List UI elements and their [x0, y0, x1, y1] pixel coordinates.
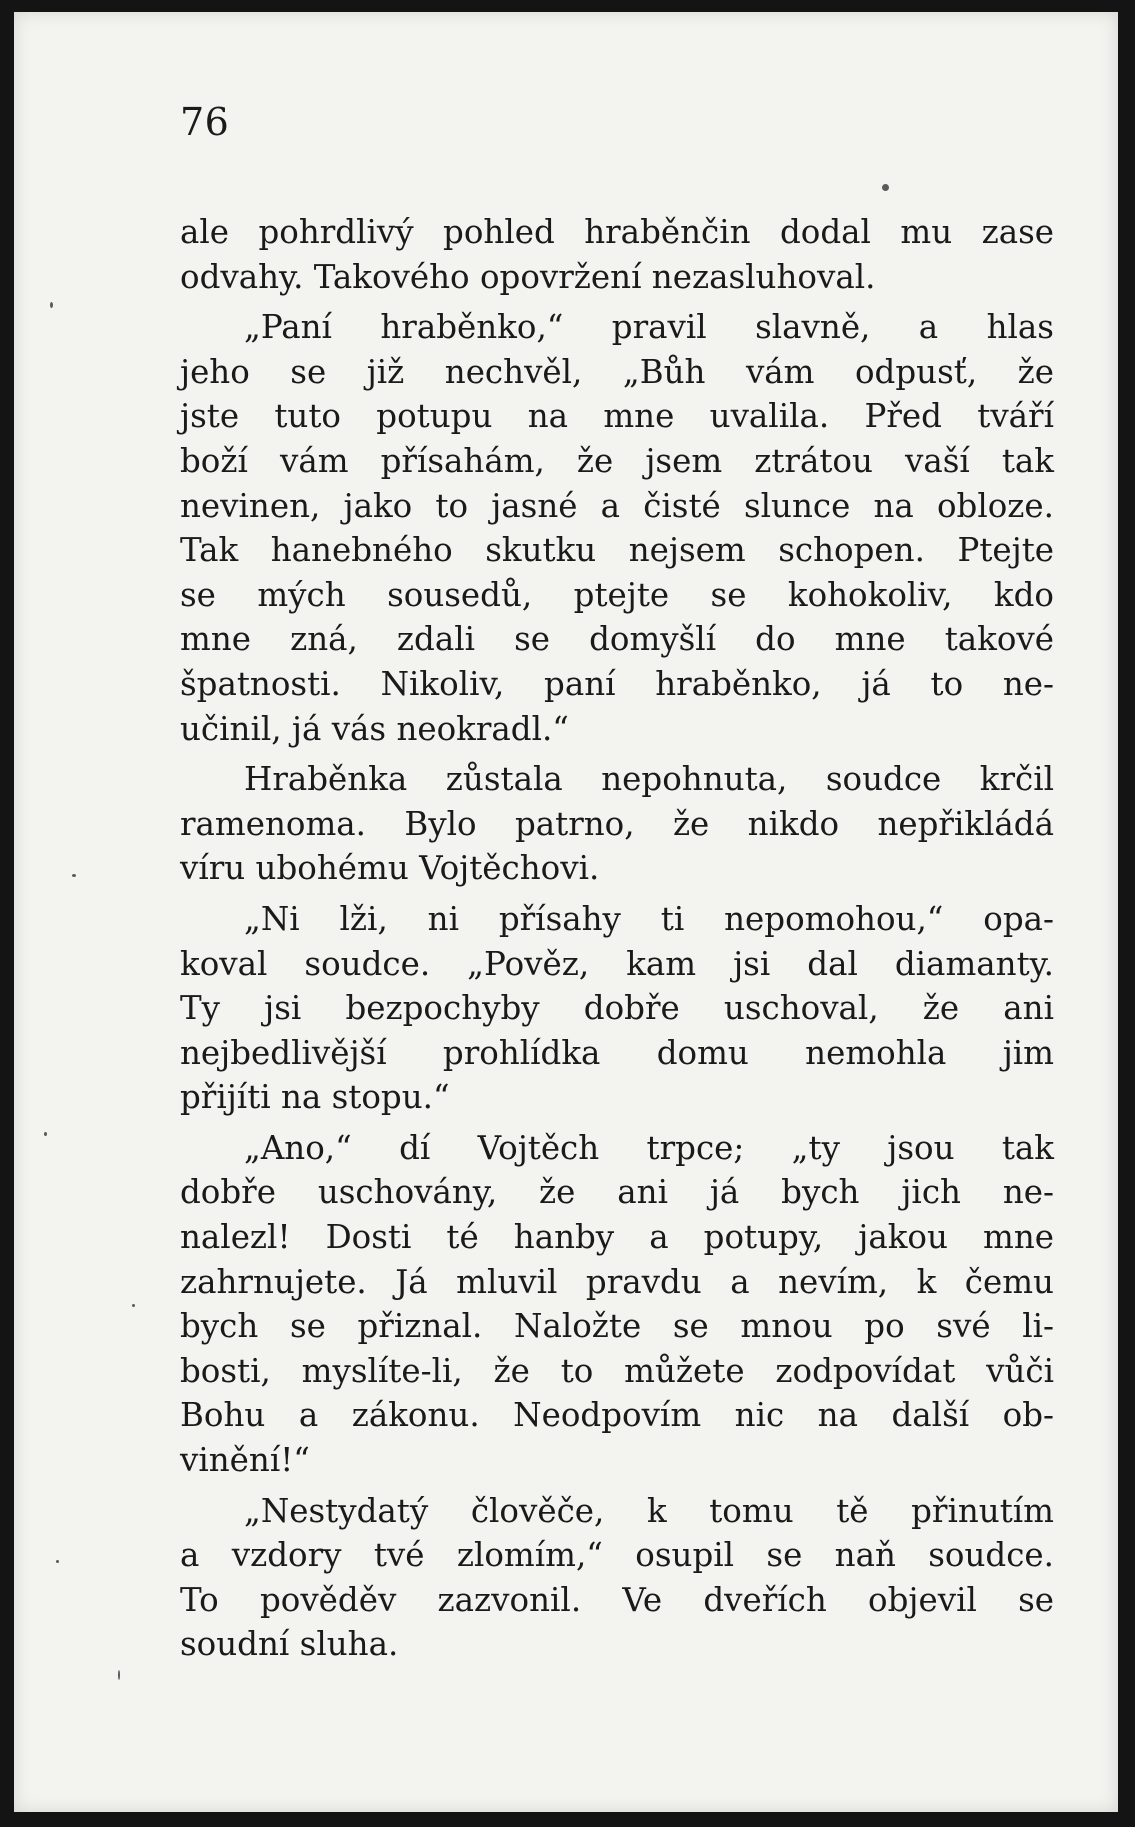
text-line: ale pohrdlivý pohled hraběnčin dodal mu zase: [180, 213, 1054, 251]
book-page: [14, 12, 1118, 1812]
text-line: To pověděv zazvonil. Ve dveřích objevil se: [180, 1580, 1054, 1619]
text-line: jeho se již nechvěl, „Bůh vám odpusť, že: [180, 352, 1054, 391]
scan-speck: [50, 302, 53, 308]
text-line: přijíti na stopu.“: [180, 1078, 450, 1117]
text-line: a vzdory tvé zlomím,“ osupil se naň soudce.: [180, 1536, 1054, 1575]
paragraph-1: [180, 210, 1054, 299]
page-text: [180, 210, 1054, 1667]
text-line: koval soudce. „Pověz, kam jsi dal diamanty.: [180, 944, 1054, 983]
paragraph-6: [180, 1489, 1054, 1667]
page-number: 76: [180, 100, 230, 144]
paragraph-2: [180, 305, 1054, 751]
text-line: bosti, myslíte-li, že to můžete zodpovídat vůči: [180, 1351, 1054, 1390]
scan-speck: [118, 1670, 120, 1680]
text-line: „Paní hraběnko,“ pravil slavně, a hlas: [244, 308, 1054, 347]
text-line: vinění!“: [180, 1441, 310, 1480]
scan-speck: [44, 1132, 47, 1136]
text-line: nejbedlivější prohlídka domu nemohla jim: [180, 1033, 1054, 1072]
text-line: jste tuto potupu na mne uvalila. Před tváří: [180, 397, 1054, 436]
text-line: odvahy. Takového opovržení nezasluhoval.: [180, 257, 876, 296]
text-line: soudní sluha.: [180, 1625, 399, 1664]
text-line: Bohu a zákonu. Neodpovím nic na další ob-: [180, 1396, 1054, 1435]
text-line: Hraběnka zůstala nepohnuta, soudce krčil: [244, 760, 1054, 799]
paragraph-3: [180, 757, 1054, 891]
scan-speck: [882, 184, 889, 191]
text-line: „Ano,“ dí Vojtěch trpce; „ty jsou tak: [244, 1128, 1054, 1167]
scan-speck: [132, 1304, 135, 1307]
text-line: boží vám přísahám, že jsem ztrátou vaší tak: [180, 441, 1054, 480]
text-line: bych se přiznal. Naložte se mnou po své li-: [180, 1307, 1054, 1346]
scan-speck: [72, 874, 76, 877]
scan-speck: [56, 1560, 59, 1563]
text-line: nalezl! Dosti té hanby a potupy, jakou mne: [180, 1218, 1054, 1257]
text-line: mne zná, zdali se domyšlí do mne takové: [180, 620, 1054, 659]
paragraph-4: [180, 897, 1054, 1120]
text-line: ramenoma. Bylo patrno, že nikdo nepřikládá: [180, 804, 1054, 843]
text-line: Ty jsi bezpochyby dobře uschoval, že ani: [180, 989, 1054, 1028]
text-line: „Nestydatý člověče, k tomu tě přinutím: [244, 1491, 1054, 1530]
text-line: se mých sousedů, ptejte se kohokoliv, kdo: [180, 575, 1054, 614]
paragraph-5: [180, 1126, 1054, 1483]
text-line: učinil, já vás neokradl.“: [180, 709, 569, 748]
text-line: zahrnujete. Já mluvil pravdu a nevím, k čemu: [180, 1262, 1054, 1301]
text-line: nevinen, jako to jasné a čisté slunce na obloze.: [180, 486, 1054, 525]
text-line: Tak hanebného skutku nejsem schopen. Ptejte: [180, 531, 1054, 570]
text-line: víru ubohému Vojtěchovi.: [180, 849, 600, 888]
text-line: „Ni lži, ni přísahy ti nepomohou,“ opa-: [244, 899, 1054, 938]
text-line: špatnosti. Nikoliv, paní hraběnko, já to ne-: [180, 664, 1054, 703]
text-line: dobře uschovány, že ani já bych jich ne-: [180, 1173, 1054, 1212]
